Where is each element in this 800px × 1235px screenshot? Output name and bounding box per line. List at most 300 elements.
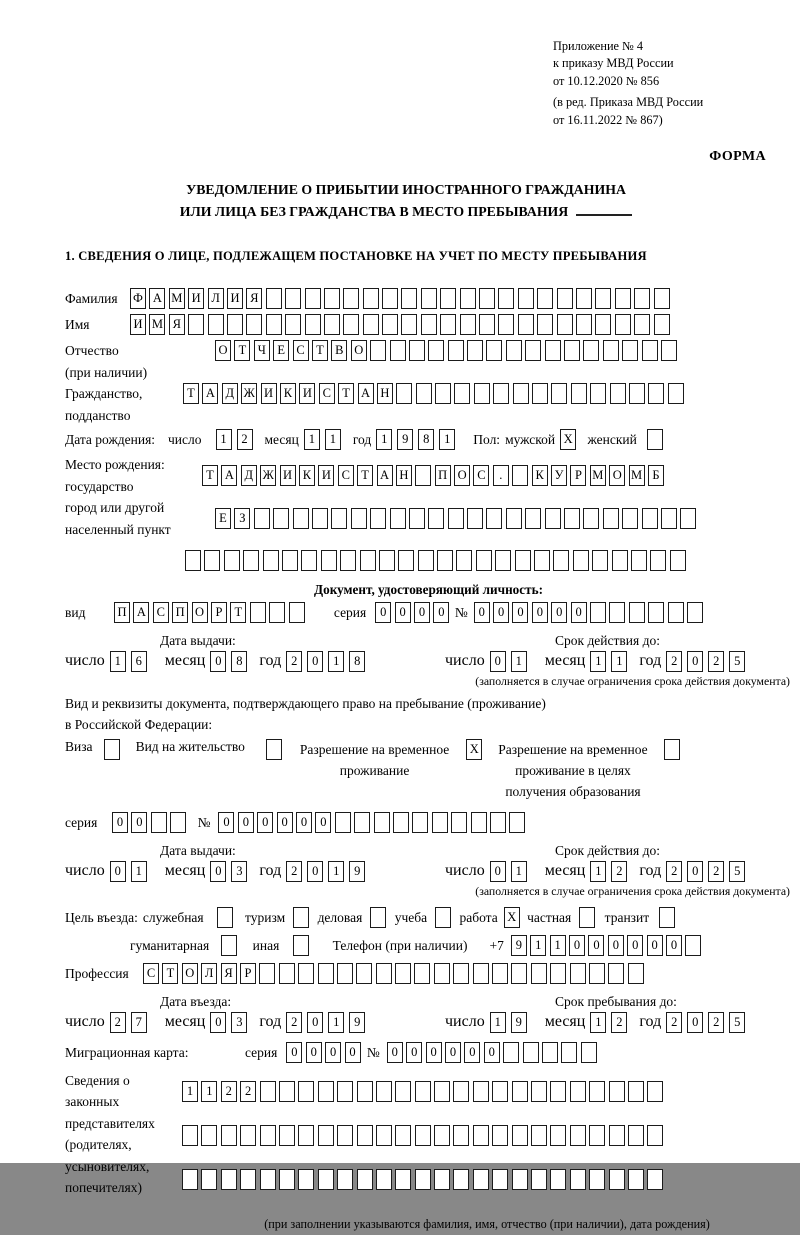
char-cell[interactable] <box>583 508 599 529</box>
char-cell[interactable] <box>185 550 201 571</box>
char-cell[interactable] <box>506 508 522 529</box>
char-cell[interactable]: 2 <box>611 861 627 882</box>
char-cell[interactable]: Н <box>377 383 393 404</box>
char-cell[interactable]: 2 <box>286 861 302 882</box>
char-cell[interactable]: У <box>551 465 567 486</box>
char-cell[interactable] <box>273 508 289 529</box>
char-cell[interactable] <box>395 1081 411 1102</box>
char-cell[interactable]: О <box>351 340 367 361</box>
char-cell[interactable] <box>240 1169 256 1190</box>
char-cell[interactable]: 5 <box>729 861 745 882</box>
char-cell[interactable] <box>337 1125 353 1146</box>
char-cell[interactable]: 1 <box>328 651 344 672</box>
char-cell[interactable] <box>415 1081 431 1102</box>
char-cell[interactable] <box>266 739 282 760</box>
char-cell[interactable]: 0 <box>307 861 323 882</box>
char-cell[interactable] <box>648 602 664 623</box>
char-cell[interactable]: 0 <box>210 1012 226 1033</box>
char-cell[interactable] <box>476 550 492 571</box>
char-cell[interactable] <box>576 314 592 335</box>
char-cell[interactable] <box>668 383 684 404</box>
char-cell[interactable] <box>460 288 476 309</box>
char-cell[interactable] <box>631 550 647 571</box>
char-cell[interactable] <box>650 550 666 571</box>
char-cell[interactable]: 2 <box>666 861 682 882</box>
char-cell[interactable] <box>298 1081 314 1102</box>
char-cell[interactable] <box>201 1169 217 1190</box>
char-cell[interactable] <box>537 314 553 335</box>
char-cell[interactable] <box>629 602 645 623</box>
char-cell[interactable] <box>428 508 444 529</box>
char-cell[interactable] <box>608 963 624 984</box>
char-cell[interactable] <box>401 314 417 335</box>
char-cell[interactable]: 1 <box>376 429 392 450</box>
char-cell[interactable]: 2 <box>221 1081 237 1102</box>
char-cell[interactable]: 9 <box>511 935 527 956</box>
char-cell[interactable]: 0 <box>395 602 411 623</box>
char-cell[interactable]: О <box>192 602 208 623</box>
char-cell[interactable] <box>376 963 392 984</box>
char-cell[interactable] <box>418 550 434 571</box>
char-cell[interactable]: А <box>202 383 218 404</box>
char-cell[interactable] <box>318 1081 334 1102</box>
char-cell[interactable] <box>545 340 561 361</box>
char-cell[interactable] <box>592 550 608 571</box>
char-cell[interactable] <box>550 1125 566 1146</box>
char-cell[interactable]: 2 <box>286 651 302 672</box>
char-cell[interactable] <box>382 288 398 309</box>
char-cell[interactable]: К <box>280 383 296 404</box>
char-cell[interactable] <box>512 465 528 486</box>
char-cell[interactable]: 0 <box>112 812 128 833</box>
char-cell[interactable]: 0 <box>315 812 331 833</box>
char-cell[interactable]: Е <box>273 340 289 361</box>
char-cell[interactable] <box>266 288 282 309</box>
char-cell[interactable] <box>282 550 298 571</box>
char-cell[interactable]: Р <box>240 963 256 984</box>
char-cell[interactable]: С <box>319 383 335 404</box>
char-cell[interactable]: 0 <box>257 812 273 833</box>
char-cell[interactable] <box>609 1081 625 1102</box>
char-cell[interactable] <box>668 602 684 623</box>
char-cell[interactable] <box>518 314 534 335</box>
char-cell[interactable]: 0 <box>551 602 567 623</box>
char-cell[interactable] <box>263 550 279 571</box>
char-cell[interactable]: Т <box>312 340 328 361</box>
char-cell[interactable]: А <box>377 465 393 486</box>
char-cell[interactable] <box>603 340 619 361</box>
char-cell[interactable] <box>634 288 650 309</box>
char-cell[interactable] <box>370 907 386 928</box>
char-cell[interactable] <box>409 340 425 361</box>
char-cell[interactable]: 0 <box>687 1012 703 1033</box>
char-cell[interactable] <box>628 1081 644 1102</box>
char-cell[interactable] <box>390 340 406 361</box>
char-cell[interactable]: 0 <box>666 935 682 956</box>
char-cell[interactable]: 8 <box>418 429 434 450</box>
char-cell[interactable] <box>395 963 411 984</box>
char-cell[interactable]: 2 <box>666 651 682 672</box>
char-cell[interactable] <box>654 314 670 335</box>
char-cell[interactable]: 1 <box>325 429 341 450</box>
char-cell[interactable]: 2 <box>286 1012 302 1033</box>
char-cell[interactable]: 0 <box>296 812 312 833</box>
char-cell[interactable]: И <box>130 314 146 335</box>
char-cell[interactable]: О <box>182 963 198 984</box>
char-cell[interactable] <box>551 383 567 404</box>
char-cell[interactable] <box>312 508 328 529</box>
char-cell[interactable] <box>188 314 204 335</box>
char-cell[interactable] <box>279 1169 295 1190</box>
char-cell[interactable] <box>324 288 340 309</box>
char-cell[interactable] <box>318 1169 334 1190</box>
char-cell[interactable]: 0 <box>307 651 323 672</box>
char-cell[interactable]: Т <box>230 602 246 623</box>
char-cell[interactable]: 2 <box>240 1081 256 1102</box>
char-cell[interactable]: 1 <box>590 651 606 672</box>
char-cell[interactable]: 0 <box>474 602 490 623</box>
char-cell[interactable] <box>647 1125 663 1146</box>
char-cell[interactable] <box>486 340 502 361</box>
char-cell[interactable] <box>471 812 487 833</box>
char-cell[interactable] <box>318 963 334 984</box>
char-cell[interactable] <box>421 314 437 335</box>
char-cell[interactable] <box>557 314 573 335</box>
char-cell[interactable]: Р <box>570 465 586 486</box>
char-cell[interactable] <box>647 1081 663 1102</box>
char-cell[interactable]: 0 <box>571 602 587 623</box>
char-cell[interactable]: Ф <box>130 288 146 309</box>
char-cell[interactable] <box>412 812 428 833</box>
char-cell[interactable]: 1 <box>131 861 147 882</box>
char-cell[interactable] <box>612 550 628 571</box>
char-cell[interactable] <box>654 288 670 309</box>
char-cell[interactable] <box>564 340 580 361</box>
char-cell[interactable] <box>492 1125 508 1146</box>
char-cell[interactable] <box>221 1169 237 1190</box>
char-cell[interactable] <box>454 383 470 404</box>
char-cell[interactable] <box>581 1042 597 1063</box>
char-cell[interactable]: 0 <box>490 651 506 672</box>
char-cell[interactable] <box>628 1125 644 1146</box>
char-cell[interactable] <box>266 314 282 335</box>
char-cell[interactable] <box>293 907 309 928</box>
char-cell[interactable]: 1 <box>201 1081 217 1102</box>
char-cell[interactable]: 0 <box>627 935 643 956</box>
char-cell[interactable] <box>415 1169 431 1190</box>
char-cell[interactable] <box>435 907 451 928</box>
char-cell[interactable]: 0 <box>433 602 449 623</box>
char-cell[interactable] <box>227 314 243 335</box>
char-cell[interactable] <box>473 1081 489 1102</box>
char-cell[interactable]: Л <box>208 288 224 309</box>
char-cell[interactable] <box>298 963 314 984</box>
char-cell[interactable]: 0 <box>687 651 703 672</box>
char-cell[interactable] <box>435 383 451 404</box>
char-cell[interactable] <box>515 550 531 571</box>
char-cell[interactable] <box>570 963 586 984</box>
char-cell[interactable] <box>609 1169 625 1190</box>
char-cell[interactable]: М <box>629 465 645 486</box>
char-cell[interactable] <box>421 288 437 309</box>
char-cell[interactable]: 0 <box>210 651 226 672</box>
char-cell[interactable]: 2 <box>611 1012 627 1033</box>
char-cell[interactable] <box>376 1125 392 1146</box>
char-cell[interactable] <box>661 340 677 361</box>
char-cell[interactable] <box>628 1169 644 1190</box>
char-cell[interactable] <box>629 383 645 404</box>
char-cell[interactable]: 0 <box>445 1042 461 1063</box>
char-cell[interactable] <box>170 812 186 833</box>
char-cell[interactable] <box>221 1125 237 1146</box>
char-cell[interactable]: 0 <box>687 861 703 882</box>
char-cell[interactable] <box>357 1169 373 1190</box>
char-cell[interactable] <box>246 314 262 335</box>
char-cell[interactable] <box>590 602 606 623</box>
char-cell[interactable]: А <box>133 602 149 623</box>
char-cell[interactable] <box>434 1125 450 1146</box>
char-cell[interactable] <box>473 963 489 984</box>
char-cell[interactable] <box>416 383 432 404</box>
char-cell[interactable]: 0 <box>532 602 548 623</box>
char-cell[interactable]: 9 <box>511 1012 527 1033</box>
char-cell[interactable]: А <box>149 288 165 309</box>
char-cell[interactable] <box>357 1125 373 1146</box>
char-cell[interactable]: 1 <box>439 429 455 450</box>
char-cell[interactable] <box>492 1169 508 1190</box>
char-cell[interactable]: 0 <box>464 1042 480 1063</box>
char-cell[interactable]: К <box>299 465 315 486</box>
char-cell[interactable] <box>642 340 658 361</box>
char-cell[interactable]: 0 <box>493 602 509 623</box>
char-cell[interactable]: 0 <box>307 1012 323 1033</box>
char-cell[interactable] <box>609 1125 625 1146</box>
char-cell[interactable] <box>208 314 224 335</box>
char-cell[interactable] <box>337 1081 353 1102</box>
char-cell[interactable] <box>376 1169 392 1190</box>
char-cell[interactable]: 9 <box>397 429 413 450</box>
char-cell[interactable] <box>360 550 376 571</box>
char-cell[interactable] <box>534 550 550 571</box>
char-cell[interactable]: 0 <box>218 812 234 833</box>
char-cell[interactable]: 3 <box>231 1012 247 1033</box>
char-cell[interactable]: 9 <box>349 1012 365 1033</box>
char-cell[interactable] <box>573 550 589 571</box>
char-cell[interactable] <box>503 1042 519 1063</box>
char-cell[interactable] <box>363 288 379 309</box>
char-cell[interactable] <box>498 314 514 335</box>
char-cell[interactable] <box>351 508 367 529</box>
char-cell[interactable]: 1 <box>304 429 320 450</box>
char-cell[interactable]: Б <box>648 465 664 486</box>
char-cell[interactable] <box>331 508 347 529</box>
char-cell[interactable] <box>434 1169 450 1190</box>
char-cell[interactable] <box>409 508 425 529</box>
char-cell[interactable] <box>615 314 631 335</box>
char-cell[interactable] <box>414 963 430 984</box>
char-cell[interactable]: П <box>435 465 451 486</box>
char-cell[interactable] <box>474 383 490 404</box>
char-cell[interactable] <box>479 288 495 309</box>
char-cell[interactable] <box>356 963 372 984</box>
char-cell[interactable]: П <box>114 602 130 623</box>
char-cell[interactable]: 1 <box>490 1012 506 1033</box>
char-cell[interactable] <box>661 508 677 529</box>
char-cell[interactable] <box>525 508 541 529</box>
char-cell[interactable]: 1 <box>511 861 527 882</box>
char-cell[interactable] <box>335 812 351 833</box>
char-cell[interactable]: 0 <box>277 812 293 833</box>
char-cell[interactable]: 1 <box>550 935 566 956</box>
char-cell[interactable]: 0 <box>131 812 147 833</box>
char-cell[interactable]: 1 <box>110 651 126 672</box>
char-cell[interactable] <box>545 508 561 529</box>
char-cell[interactable] <box>379 550 395 571</box>
char-cell[interactable] <box>609 602 625 623</box>
char-cell[interactable]: С <box>473 465 489 486</box>
char-cell[interactable] <box>595 288 611 309</box>
char-cell[interactable] <box>440 314 456 335</box>
char-cell[interactable] <box>490 812 506 833</box>
char-cell[interactable] <box>550 1081 566 1102</box>
char-cell[interactable] <box>537 288 553 309</box>
char-cell[interactable]: 2 <box>708 861 724 882</box>
char-cell[interactable] <box>570 1081 586 1102</box>
char-cell[interactable] <box>680 508 696 529</box>
char-cell[interactable] <box>492 1081 508 1102</box>
char-cell[interactable] <box>589 1081 605 1102</box>
char-cell[interactable] <box>670 550 686 571</box>
char-cell[interactable]: Т <box>183 383 199 404</box>
char-cell[interactable] <box>583 340 599 361</box>
char-cell[interactable] <box>506 340 522 361</box>
char-cell[interactable]: И <box>299 383 315 404</box>
char-cell[interactable]: Т <box>162 963 178 984</box>
char-cell[interactable]: 0 <box>286 1042 302 1063</box>
char-cell[interactable]: Я <box>246 288 262 309</box>
char-cell[interactable] <box>432 812 448 833</box>
char-cell[interactable] <box>396 383 412 404</box>
char-cell[interactable] <box>561 1042 577 1063</box>
char-cell[interactable]: О <box>454 465 470 486</box>
char-cell[interactable]: 0 <box>426 1042 442 1063</box>
char-cell[interactable]: И <box>261 383 277 404</box>
char-cell[interactable]: 0 <box>512 602 528 623</box>
char-cell[interactable] <box>453 963 469 984</box>
char-cell[interactable]: X <box>466 739 482 760</box>
char-cell[interactable] <box>415 1125 431 1146</box>
char-cell[interactable]: И <box>188 288 204 309</box>
char-cell[interactable]: М <box>590 465 606 486</box>
char-cell[interactable] <box>354 812 370 833</box>
char-cell[interactable] <box>550 1169 566 1190</box>
char-cell[interactable]: 1 <box>216 429 232 450</box>
char-cell[interactable]: И <box>318 465 334 486</box>
char-cell[interactable] <box>525 340 541 361</box>
char-cell[interactable] <box>659 907 675 928</box>
char-cell[interactable] <box>511 963 527 984</box>
char-cell[interactable]: Т <box>357 465 373 486</box>
char-cell[interactable]: Д <box>241 465 257 486</box>
char-cell[interactable]: А <box>358 383 374 404</box>
char-cell[interactable] <box>434 1081 450 1102</box>
char-cell[interactable] <box>571 383 587 404</box>
char-cell[interactable]: . <box>493 465 509 486</box>
char-cell[interactable]: 5 <box>729 1012 745 1033</box>
char-cell[interactable] <box>628 963 644 984</box>
char-cell[interactable] <box>589 1169 605 1190</box>
char-cell[interactable]: 0 <box>325 1042 341 1063</box>
char-cell[interactable] <box>279 1081 295 1102</box>
char-cell[interactable] <box>523 1042 539 1063</box>
char-cell[interactable]: 1 <box>328 1012 344 1033</box>
char-cell[interactable]: П <box>172 602 188 623</box>
char-cell[interactable] <box>337 963 353 984</box>
char-cell[interactable] <box>451 812 467 833</box>
char-cell[interactable] <box>182 1169 198 1190</box>
char-cell[interactable] <box>448 508 464 529</box>
char-cell[interactable] <box>512 1081 528 1102</box>
char-cell[interactable] <box>456 550 472 571</box>
char-cell[interactable]: 2 <box>666 1012 682 1033</box>
char-cell[interactable] <box>687 602 703 623</box>
char-cell[interactable]: X <box>560 429 576 450</box>
char-cell[interactable]: 1 <box>590 861 606 882</box>
char-cell[interactable] <box>647 429 663 450</box>
char-cell[interactable] <box>269 602 285 623</box>
char-cell[interactable] <box>318 1125 334 1146</box>
char-cell[interactable]: Ж <box>241 383 257 404</box>
char-cell[interactable]: С <box>338 465 354 486</box>
char-cell[interactable]: Н <box>396 465 412 486</box>
char-cell[interactable] <box>467 508 483 529</box>
char-cell[interactable] <box>440 288 456 309</box>
char-cell[interactable] <box>570 1125 586 1146</box>
char-cell[interactable] <box>204 550 220 571</box>
char-cell[interactable] <box>492 963 508 984</box>
char-cell[interactable] <box>301 550 317 571</box>
char-cell[interactable] <box>343 314 359 335</box>
char-cell[interactable] <box>415 465 431 486</box>
char-cell[interactable] <box>570 1169 586 1190</box>
char-cell[interactable] <box>498 288 514 309</box>
char-cell[interactable] <box>395 1169 411 1190</box>
char-cell[interactable]: И <box>227 288 243 309</box>
char-cell[interactable] <box>579 907 595 928</box>
char-cell[interactable]: М <box>169 288 185 309</box>
char-cell[interactable] <box>240 1125 256 1146</box>
char-cell[interactable]: М <box>149 314 165 335</box>
char-cell[interactable] <box>382 314 398 335</box>
char-cell[interactable] <box>453 1081 469 1102</box>
char-cell[interactable]: 2 <box>237 429 253 450</box>
char-cell[interactable] <box>305 314 321 335</box>
char-cell[interactable]: 0 <box>238 812 254 833</box>
char-cell[interactable] <box>642 508 658 529</box>
char-cell[interactable] <box>576 288 592 309</box>
char-cell[interactable] <box>285 288 301 309</box>
char-cell[interactable] <box>493 383 509 404</box>
char-cell[interactable]: 0 <box>490 861 506 882</box>
char-cell[interactable]: 5 <box>729 651 745 672</box>
char-cell[interactable]: X <box>504 907 520 928</box>
char-cell[interactable] <box>564 508 580 529</box>
char-cell[interactable]: Д <box>222 383 238 404</box>
char-cell[interactable]: 0 <box>375 602 391 623</box>
char-cell[interactable] <box>495 550 511 571</box>
char-cell[interactable]: 0 <box>387 1042 403 1063</box>
char-cell[interactable] <box>589 1125 605 1146</box>
